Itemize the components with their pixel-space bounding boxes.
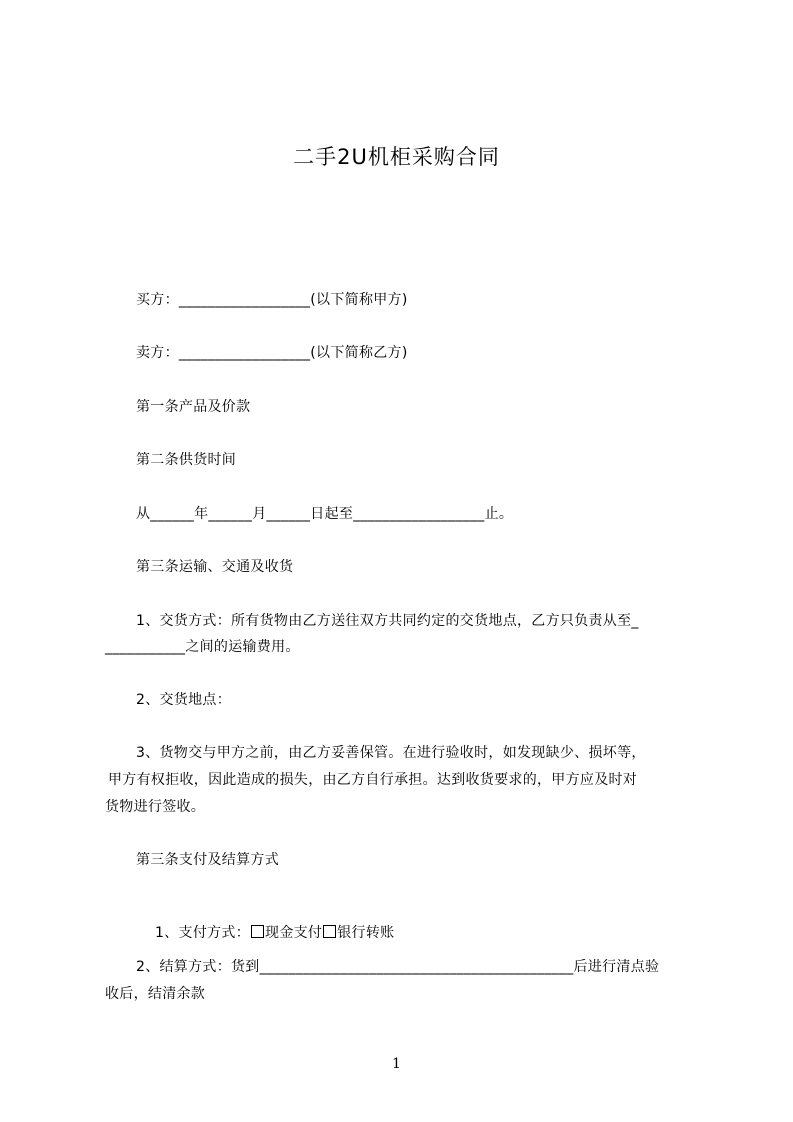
settlement-line-1: 2、结算方式：货到___________________________________________后进行清点验: [136, 959, 660, 975]
page-number: 1: [392, 1056, 401, 1072]
payment-method-line: [136, 903, 394, 963]
cash-checkbox[interactable]: [251, 925, 264, 938]
contract-title: 二手2U机柜采购合同: [293, 145, 500, 169]
seller-line: 卖方：__________________(以下简称乙方): [136, 345, 408, 361]
clause-3-1-line-1: 1、交货方式：所有货物由乙方送往双方共同约定的交货地点，乙方只负责从至_: [136, 613, 639, 629]
article-4-heading: 第三条支付及结算方式: [136, 852, 279, 868]
clause-3-1-line-2: ___________之间的运输费用。: [105, 639, 300, 655]
article-3-heading: 第三条运输、交通及收货: [136, 559, 294, 575]
buyer-line: 买方：__________________(以下简称甲方): [136, 292, 408, 308]
clause-3-2: 2、交货地点：: [136, 692, 232, 708]
bank-transfer-option-label: 银行转账: [337, 925, 395, 941]
cash-option-label: 现金支付: [265, 925, 323, 941]
clause-3-3-line-2: 甲方有权拒收，因此造成的损失，由乙方自行承担。达到收货要求的，甲方应及时对: [108, 772, 638, 788]
payment-method-label: 1、支付方式：: [155, 925, 251, 941]
supply-period-line: 从______年______月______日起至__________________止。: [136, 506, 514, 522]
article-1-heading: 第一条产品及价款: [136, 399, 251, 415]
bank-transfer-checkbox[interactable]: [323, 925, 336, 938]
article-2-heading: 第二条供货时间: [136, 452, 237, 468]
clause-3-3-line-3: 货物进行签收。: [105, 799, 206, 815]
settlement-line-2: 收后，结清余款: [105, 986, 206, 1002]
clause-3-3-line-1: 3、货物交与甲方之前，由乙方妥善保管。在进行验收时，如发现缺少、损坏等，: [136, 745, 646, 761]
